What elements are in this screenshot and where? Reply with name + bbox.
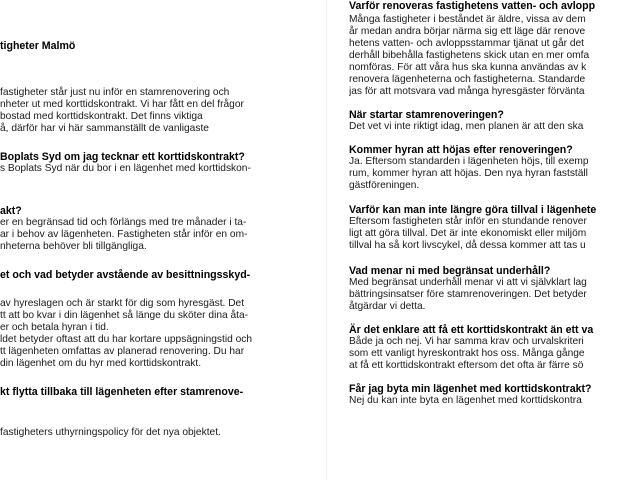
left-text-line: å, därför har vi här sammanställt de vanligaste bbox=[0, 123, 209, 134]
right-heading: När startar stamrenoveringen? bbox=[349, 109, 504, 121]
right-text-line: år medan andra börjar närma sig ett läge där renove bbox=[349, 26, 586, 37]
right-heading: Varför kan man inte längre göra tillval i lägenhete bbox=[349, 204, 597, 216]
left-heading: akt? bbox=[0, 205, 22, 217]
right-text-line: renovera lägenheterna och fastigheterna. Standarde bbox=[349, 74, 586, 85]
left-text-line: fastigheters uthyrningspolicy för det nya objektet. bbox=[0, 427, 221, 438]
right-text-line: Det vet vi inte riktigt idag, men planen är att den ska bbox=[349, 121, 584, 132]
right-text-line: bättringsinsatser före stamrenoveringen. Det betyder bbox=[349, 289, 587, 300]
left-heading: Boplats Syd om jag tecknar ett korttidskontrakt? bbox=[0, 151, 245, 163]
left-text-line: er en begränsad tid och förlängs med tre månader i ta- bbox=[0, 217, 247, 228]
right-text-line: ligt att göra tillval. Det är inte ekonomiskt eller miljöm bbox=[349, 228, 587, 239]
right-heading: Vad menar ni med begränsat underhåll? bbox=[349, 265, 551, 277]
right-text-line: Med begränsat underhåll menar vi att vi självklart lag bbox=[349, 277, 587, 288]
right-text-line: nomföras. För att våra hus ska kunna användas av k bbox=[349, 62, 587, 73]
left-text-line: tt att bo kvar i din lägenhet så länge du sköter dina åta- bbox=[0, 310, 249, 321]
left-text-line: nheter ut med korttidskontrakt. Vi har fått en del frågor bbox=[0, 99, 244, 110]
left-text-line: ldet betyder oftast att du har kortare uppsägningstid och bbox=[0, 334, 253, 345]
page-gutter bbox=[326, 0, 327, 480]
left-page-column bbox=[0, 0, 318, 480]
left-text-line: av hyreslagen och är starkt för dig som hyresgäst. Det bbox=[0, 298, 245, 309]
right-heading: Kommer hyran att höjas efter renoveringen? bbox=[349, 144, 573, 156]
right-text-line: rum, kommer hyran att höjas. Den nya hyran fastställ bbox=[349, 168, 588, 179]
right-text-line: Både ja och nej. Vi har samma krav och urvalskriteri bbox=[349, 336, 584, 347]
right-text-line: at få ett korttidskontrakt eftersom det ofta är färre sö bbox=[349, 360, 584, 371]
left-text-line: din lägenhet om du hyr med korttidskontrakt. bbox=[0, 358, 202, 369]
right-text-line: åtgärdar vi detta. bbox=[349, 301, 426, 312]
right-heading: Varför renoveras fastighetens vatten- och avlopp bbox=[349, 0, 596, 12]
right-text-line: jas för att motsvara vad många hyresgäster förvänta bbox=[349, 86, 585, 97]
right-text-line: derhåll bibehålla fastighetens skick utan en mer omfa bbox=[349, 50, 590, 61]
right-text-line: som ett vanligt hyreskontrakt hos oss. Många gånge bbox=[349, 348, 585, 359]
left-text-line: nheterna behöver bli tillgängliga. bbox=[0, 241, 147, 252]
right-heading: Får jag byta min lägenhet med korttidskontrakt? bbox=[349, 383, 592, 395]
right-text-line: Ja. Eftersom standarden i lägenheten höjs, till exemp bbox=[349, 156, 589, 167]
left-text-line: fastigheter står just nu inför en stamrenovering och bbox=[0, 87, 230, 98]
left-text-line: er och betala hyran i tid. bbox=[0, 322, 109, 333]
right-text-line: hetens vatten- och avloppsstammar tjänat ut går det bbox=[349, 38, 585, 49]
left-text-line: ar i behov av lägenheten. Fastigheten står inför en om- bbox=[0, 229, 248, 240]
left-text-line: tt lägenheten omfattas av planerad renovering. Du har bbox=[0, 346, 245, 357]
left-text-line: bostad med korttidskontrakt. Det finns viktiga bbox=[0, 111, 203, 122]
right-text-line: Nej du kan inte byta en lägenhet med korttidskontra bbox=[349, 395, 582, 406]
left-text-line: s Boplats Syd när du bor i en lägenhet med korttidskon- bbox=[0, 163, 251, 174]
left-heading: et och vad betyder avstående av besittningsskyd- bbox=[0, 269, 251, 281]
left-heading: kt flytta tillbaka till lägenheten efter stamrenove- bbox=[0, 386, 244, 398]
right-text-line: Eftersom fastigheten står inför en stundande renover bbox=[349, 216, 587, 227]
right-heading: Är det enklare att få ett korttidskontrakt än ett va bbox=[349, 324, 594, 336]
right-text-line: gästföreningen. bbox=[349, 180, 420, 191]
right-page-column bbox=[349, 0, 639, 480]
right-text-line: tillval ha så kort livscykel, då dessa kommer att tas u bbox=[349, 240, 586, 251]
left-heading: tigheter Malmö bbox=[0, 40, 76, 52]
right-text-line: Många fastigheter i beståndet är äldre, vissa av dem bbox=[349, 14, 586, 25]
